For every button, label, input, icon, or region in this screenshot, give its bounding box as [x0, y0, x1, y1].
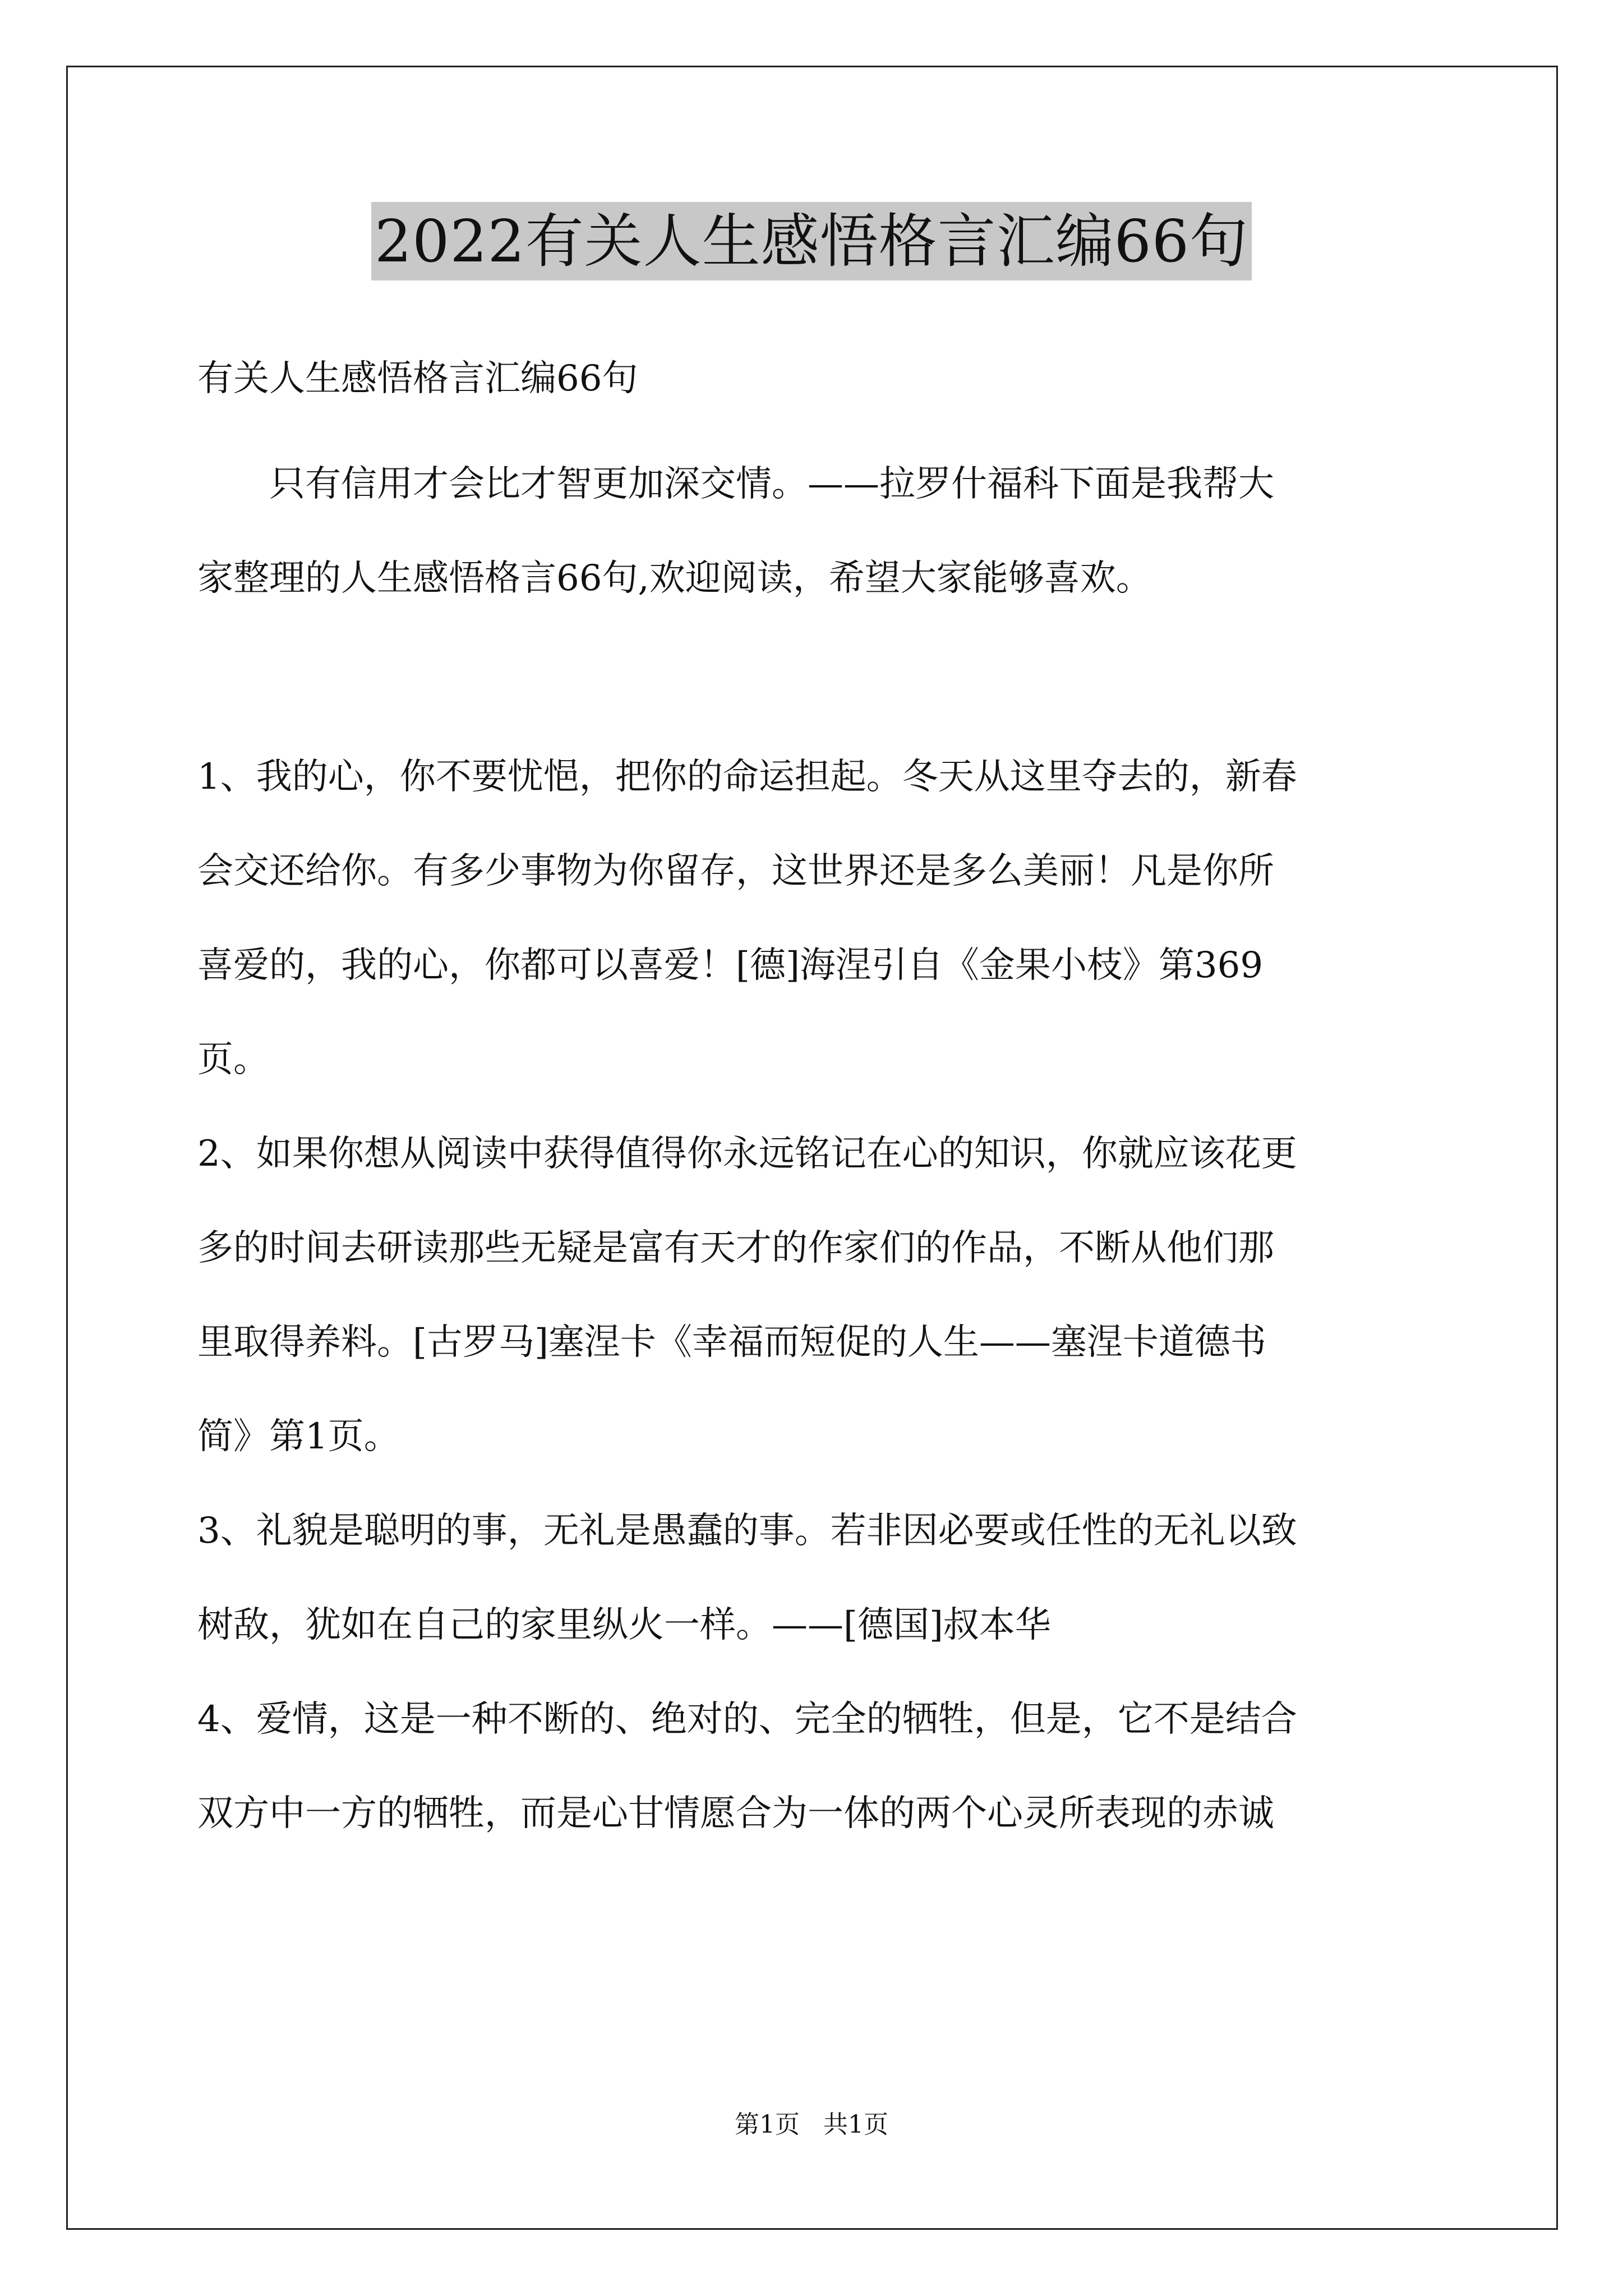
item-line: 1、我的心，你不要忧悒，把你的命运担起。冬天从这里夺去的，新春	[197, 756, 1297, 798]
item-line: 页。	[197, 1039, 269, 1080]
title-container	[0, 202, 1623, 280]
document-title: 2022有关人生感悟格言汇编66句	[371, 202, 1252, 280]
document-subtitle: 有关人生感悟格言汇编66句	[197, 358, 638, 399]
page-number-footer: 第1页 共1页	[735, 2110, 888, 2139]
item-line: 简》第1页。	[197, 1416, 400, 1457]
intro-line: 家整理的人生感悟格言66句,欢迎阅读，希望大家能够喜欢。	[197, 558, 1152, 599]
item-line: 会交还给你。有多少事物为你留存，这世界还是多么美丽！凡是你所	[197, 850, 1274, 892]
item-line: 4、爱情，这是一种不断的、绝对的、完全的牺牲，但是，它不是结合	[197, 1699, 1297, 1740]
item-line: 双方中一方的牺牲，而是心甘情愿合为一体的两个心灵所表现的赤诚	[197, 1793, 1274, 1834]
intro-line: 只有信用才会比才智更加深交情。——拉罗什福科下面是我帮大	[269, 463, 1274, 505]
item-line: 树敌，犹如在自己的家里纵火一样。——[德国]叔本华	[197, 1604, 1051, 1646]
item-line: 里取得养料。[古罗马]塞涅卡《幸福而短促的人生——塞涅卡道德书	[197, 1322, 1266, 1363]
item-line: 喜爱的，我的心，你都可以喜爱！[德]海涅引自《金果小枝》第369	[197, 945, 1264, 986]
item-line: 3、礼貌是聪明的事，无礼是愚蠢的事。若非因必要或任性的无礼以致	[197, 1510, 1297, 1552]
item-line: 2、如果你想从阅读中获得值得你永远铭记在心的知识，你就应该花更	[197, 1133, 1297, 1175]
item-line: 多的时间去研读那些无疑是富有天才的作家们的作品，不断从他们那	[197, 1227, 1274, 1269]
